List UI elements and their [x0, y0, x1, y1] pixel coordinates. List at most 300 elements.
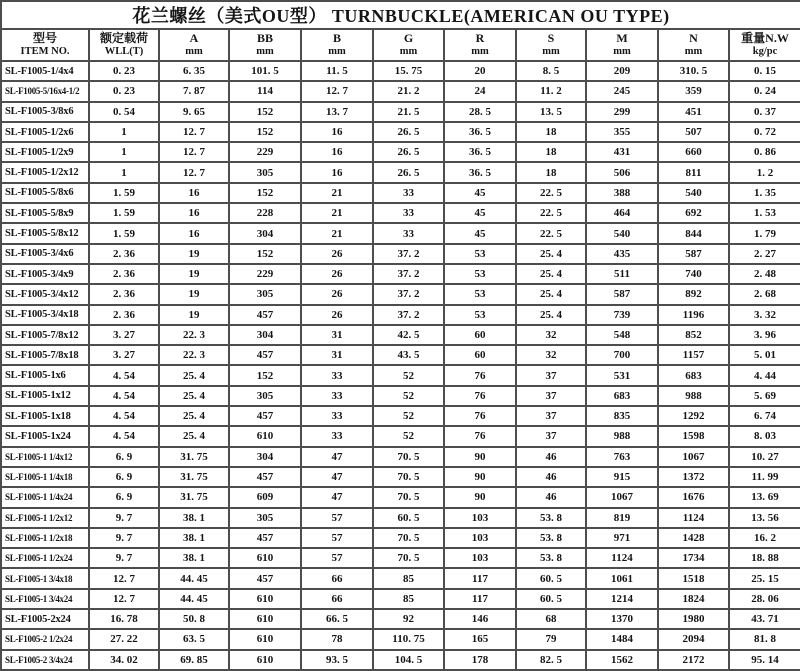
value-cell: 9. 7	[89, 528, 159, 548]
value-cell: 37	[516, 386, 586, 406]
value-cell: 60. 5	[516, 568, 586, 588]
value-cell: 21	[301, 223, 373, 243]
table-row	[1, 609, 800, 629]
column-header-line2: ITEM NO.	[20, 46, 70, 58]
table-row	[1, 447, 800, 467]
value-cell: 70. 5	[373, 447, 444, 467]
value-cell: 92	[373, 609, 444, 629]
item-no-cell: SL-F1005-1x18	[1, 406, 89, 426]
title-row	[1, 1, 800, 29]
table-row	[1, 386, 800, 406]
value-cell: 19	[159, 244, 229, 264]
value-cell: 33	[301, 386, 373, 406]
value-cell: 988	[658, 386, 729, 406]
value-cell: 1124	[586, 548, 658, 568]
value-cell: 37. 2	[373, 264, 444, 284]
table-row	[1, 284, 800, 304]
value-cell: 19	[159, 305, 229, 325]
value-cell: 146	[444, 609, 516, 629]
value-cell: 359	[658, 81, 729, 101]
value-cell: 18	[516, 122, 586, 142]
value-cell: 305	[229, 162, 301, 182]
value-cell: 763	[586, 447, 658, 467]
item-no-cell: SL-F1005-2 1/2x24	[1, 629, 89, 649]
value-cell: 20	[444, 61, 516, 81]
table-row	[1, 162, 800, 182]
item-no-cell: SL-F1005-1/2x6	[1, 122, 89, 142]
value-cell: 1. 79	[729, 223, 800, 243]
value-cell: 511	[586, 264, 658, 284]
value-cell: 76	[444, 426, 516, 446]
value-cell: 660	[658, 142, 729, 162]
value-cell: 0. 72	[729, 122, 800, 142]
value-cell: 52	[373, 426, 444, 446]
value-cell: 103	[444, 528, 516, 548]
value-cell: 57	[301, 528, 373, 548]
column-header-line2: WLL(T)	[104, 46, 144, 58]
item-no-cell: SL-F1005-5/16x4-1/2	[1, 81, 89, 101]
value-cell: 457	[229, 467, 301, 487]
value-cell: 18	[516, 162, 586, 182]
value-cell: 44. 45	[159, 568, 229, 588]
value-cell: 52	[373, 386, 444, 406]
column-header-line2: mm	[185, 46, 203, 58]
value-cell: 1824	[658, 589, 729, 609]
value-cell: 37	[516, 406, 586, 426]
value-cell: 683	[658, 365, 729, 385]
value-cell: 11. 99	[729, 467, 800, 487]
value-cell: 1598	[658, 426, 729, 446]
value-cell: 844	[658, 223, 729, 243]
column-header-4	[301, 29, 373, 61]
value-cell: 2. 36	[89, 284, 159, 304]
item-no-cell: SL-F1005-5/8x6	[1, 183, 89, 203]
value-cell: 37. 2	[373, 284, 444, 304]
item-no-cell: SL-F1005-1 1/2x12	[1, 508, 89, 528]
table-row	[1, 345, 800, 365]
value-cell: 0. 23	[89, 81, 159, 101]
value-cell: 50. 8	[159, 609, 229, 629]
column-header-line1: M	[616, 31, 628, 46]
table-row	[1, 568, 800, 588]
value-cell: 43. 71	[729, 609, 800, 629]
value-cell: 1124	[658, 508, 729, 528]
value-cell: 31	[301, 325, 373, 345]
column-header-line1: A	[189, 31, 199, 46]
table-row	[1, 183, 800, 203]
value-cell: 13. 69	[729, 487, 800, 507]
value-cell: 38. 1	[159, 548, 229, 568]
table-row	[1, 406, 800, 426]
table-row	[1, 629, 800, 649]
value-cell: 36. 5	[444, 142, 516, 162]
value-cell: 531	[586, 365, 658, 385]
item-no-cell: SL-F1005-5/8x9	[1, 203, 89, 223]
value-cell: 85	[373, 589, 444, 609]
value-cell: 1. 35	[729, 183, 800, 203]
value-cell: 18	[516, 142, 586, 162]
item-no-cell: SL-F1005-3/4x18	[1, 305, 89, 325]
column-header-6	[444, 29, 516, 61]
column-header-line2: mm	[471, 46, 489, 58]
value-cell: 70. 5	[373, 487, 444, 507]
value-cell: 1562	[586, 650, 658, 670]
table-row	[1, 508, 800, 528]
value-cell: 700	[586, 345, 658, 365]
table-row	[1, 650, 800, 670]
value-cell: 464	[586, 203, 658, 223]
value-cell: 103	[444, 548, 516, 568]
item-no-cell: SL-F1005-7/8x12	[1, 325, 89, 345]
item-no-cell: SL-F1005-1 1/4x18	[1, 467, 89, 487]
column-header-8	[586, 29, 658, 61]
value-cell: 209	[586, 61, 658, 81]
value-cell: 44. 45	[159, 589, 229, 609]
value-cell: 21	[301, 183, 373, 203]
value-cell: 1. 53	[729, 203, 800, 223]
value-cell: 0. 24	[729, 81, 800, 101]
value-cell: 1292	[658, 406, 729, 426]
value-cell: 22. 5	[516, 203, 586, 223]
item-no-cell: SL-F1005-3/8x6	[1, 102, 89, 122]
column-header-line1: BB	[256, 31, 273, 46]
item-no-cell: SL-F1005-1 3/4x18	[1, 568, 89, 588]
value-cell: 47	[301, 467, 373, 487]
value-cell: 2. 36	[89, 264, 159, 284]
value-cell: 6. 9	[89, 487, 159, 507]
column-header-2	[159, 29, 229, 61]
value-cell: 1067	[586, 487, 658, 507]
column-header-line2: mm	[399, 46, 418, 58]
value-cell: 2094	[658, 629, 729, 649]
value-cell: 9. 65	[159, 102, 229, 122]
value-cell: 2172	[658, 650, 729, 670]
value-cell: 33	[301, 426, 373, 446]
value-cell: 11. 5	[301, 61, 373, 81]
value-cell: 1372	[658, 467, 729, 487]
value-cell: 52	[373, 406, 444, 426]
item-no-cell: SL-F1005-1 1/2x18	[1, 528, 89, 548]
value-cell: 33	[373, 183, 444, 203]
value-cell: 304	[229, 223, 301, 243]
value-cell: 25. 4	[159, 386, 229, 406]
value-cell: 229	[229, 142, 301, 162]
table-row	[1, 589, 800, 609]
value-cell: 25. 15	[729, 568, 800, 588]
value-cell: 117	[444, 568, 516, 588]
value-cell: 609	[229, 487, 301, 507]
value-cell: 451	[658, 102, 729, 122]
value-cell: 78	[301, 629, 373, 649]
value-cell: 610	[229, 650, 301, 670]
column-header-line1: R	[475, 31, 485, 46]
table-row	[1, 203, 800, 223]
value-cell: 76	[444, 386, 516, 406]
value-cell: 11. 2	[516, 81, 586, 101]
value-cell: 5. 01	[729, 345, 800, 365]
table-row	[1, 487, 800, 507]
value-cell: 79	[516, 629, 586, 649]
value-cell: 587	[658, 244, 729, 264]
value-cell: 739	[586, 305, 658, 325]
value-cell: 305	[229, 386, 301, 406]
column-header-row	[1, 29, 800, 61]
value-cell: 915	[586, 467, 658, 487]
item-no-cell: SL-F1005-1 3/4x24	[1, 589, 89, 609]
value-cell: 16. 2	[729, 528, 800, 548]
value-cell: 25. 4	[159, 426, 229, 446]
value-cell: 52	[373, 365, 444, 385]
value-cell: 95. 14	[729, 650, 800, 670]
value-cell: 988	[586, 426, 658, 446]
value-cell: 587	[586, 284, 658, 304]
value-cell: 70. 5	[373, 528, 444, 548]
value-cell: 6. 9	[89, 467, 159, 487]
value-cell: 31. 75	[159, 487, 229, 507]
value-cell: 971	[586, 528, 658, 548]
value-cell: 31. 75	[159, 447, 229, 467]
item-no-cell: SL-F1005-1x24	[1, 426, 89, 446]
value-cell: 76	[444, 365, 516, 385]
value-cell: 12. 7	[301, 81, 373, 101]
value-cell: 1. 59	[89, 203, 159, 223]
value-cell: 19	[159, 264, 229, 284]
value-cell: 42. 5	[373, 325, 444, 345]
item-no-cell: SL-F1005-1 1/4x12	[1, 447, 89, 467]
value-cell: 12. 7	[89, 568, 159, 588]
value-cell: 152	[229, 122, 301, 142]
value-cell: 540	[658, 183, 729, 203]
value-cell: 178	[444, 650, 516, 670]
value-cell: 8. 5	[516, 61, 586, 81]
value-cell: 53. 8	[516, 548, 586, 568]
value-cell: 37	[516, 365, 586, 385]
value-cell: 13. 7	[301, 102, 373, 122]
value-cell: 57	[301, 508, 373, 528]
item-no-cell: SL-F1005-3/4x6	[1, 244, 89, 264]
value-cell: 388	[586, 183, 658, 203]
value-cell: 692	[658, 203, 729, 223]
column-header-line1: S	[547, 31, 555, 46]
column-header-line1: G	[403, 31, 414, 46]
value-cell: 1	[89, 142, 159, 162]
value-cell: 26. 5	[373, 142, 444, 162]
table-row	[1, 325, 800, 345]
table-row	[1, 365, 800, 385]
value-cell: 37. 2	[373, 244, 444, 264]
table-head	[1, 1, 800, 61]
value-cell: 60	[444, 325, 516, 345]
value-cell: 69. 85	[159, 650, 229, 670]
value-cell: 304	[229, 447, 301, 467]
value-cell: 152	[229, 183, 301, 203]
item-no-cell: SL-F1005-2 3/4x24	[1, 650, 89, 670]
value-cell: 457	[229, 406, 301, 426]
value-cell: 0. 54	[89, 102, 159, 122]
value-cell: 457	[229, 305, 301, 325]
value-cell: 435	[586, 244, 658, 264]
value-cell: 25. 4	[159, 406, 229, 426]
value-cell: 1	[89, 122, 159, 142]
value-cell: 6. 9	[89, 447, 159, 467]
value-cell: 0. 23	[89, 61, 159, 81]
value-cell: 1214	[586, 589, 658, 609]
value-cell: 38. 1	[159, 508, 229, 528]
item-no-cell: SL-F1005-7/8x18	[1, 345, 89, 365]
column-header-line1: 重量N.W	[741, 31, 789, 46]
value-cell: 93. 5	[301, 650, 373, 670]
value-cell: 22. 5	[516, 223, 586, 243]
value-cell: 66. 5	[301, 609, 373, 629]
value-cell: 16	[159, 223, 229, 243]
value-cell: 33	[301, 365, 373, 385]
value-cell: 683	[586, 386, 658, 406]
value-cell: 304	[229, 325, 301, 345]
value-cell: 70. 5	[373, 467, 444, 487]
column-header-0	[1, 29, 89, 61]
value-cell: 1676	[658, 487, 729, 507]
value-cell: 355	[586, 122, 658, 142]
value-cell: 114	[229, 81, 301, 101]
table-row	[1, 244, 800, 264]
value-cell: 70. 5	[373, 548, 444, 568]
column-header-line2: mm	[256, 46, 274, 58]
column-header-line2: kg/pc	[752, 46, 778, 58]
value-cell: 3. 96	[729, 325, 800, 345]
column-header-3	[229, 29, 301, 61]
value-cell: 28. 06	[729, 589, 800, 609]
table-row	[1, 122, 800, 142]
value-cell: 0. 37	[729, 102, 800, 122]
table-row	[1, 102, 800, 122]
value-cell: 26. 5	[373, 122, 444, 142]
item-no-cell: SL-F1005-5/8x12	[1, 223, 89, 243]
value-cell: 76	[444, 406, 516, 426]
value-cell: 152	[229, 365, 301, 385]
value-cell: 3. 32	[729, 305, 800, 325]
value-cell: 506	[586, 162, 658, 182]
column-header-7	[516, 29, 586, 61]
value-cell: 5. 69	[729, 386, 800, 406]
value-cell: 457	[229, 345, 301, 365]
value-cell: 16	[301, 142, 373, 162]
value-cell: 21. 5	[373, 102, 444, 122]
value-cell: 4. 44	[729, 365, 800, 385]
value-cell: 12. 7	[89, 589, 159, 609]
value-cell: 46	[516, 487, 586, 507]
value-cell: 53. 8	[516, 508, 586, 528]
column-header-line1: N	[689, 31, 698, 46]
value-cell: 60	[444, 345, 516, 365]
value-cell: 60. 5	[516, 589, 586, 609]
value-cell: 1. 2	[729, 162, 800, 182]
value-cell: 310. 5	[658, 61, 729, 81]
value-cell: 16	[159, 203, 229, 223]
value-cell: 25. 4	[516, 244, 586, 264]
column-header-line2: mm	[328, 46, 346, 58]
table-row	[1, 305, 800, 325]
value-cell: 82. 5	[516, 650, 586, 670]
table-row	[1, 467, 800, 487]
value-cell: 53. 8	[516, 528, 586, 548]
value-cell: 31. 75	[159, 467, 229, 487]
column-header-9	[658, 29, 729, 61]
value-cell: 1518	[658, 568, 729, 588]
value-cell: 33	[373, 223, 444, 243]
value-cell: 37. 2	[373, 305, 444, 325]
value-cell: 101. 5	[229, 61, 301, 81]
value-cell: 32	[516, 345, 586, 365]
value-cell: 31	[301, 345, 373, 365]
value-cell: 4. 54	[89, 365, 159, 385]
value-cell: 7. 87	[159, 81, 229, 101]
item-no-cell: SL-F1005-1/2x9	[1, 142, 89, 162]
value-cell: 1196	[658, 305, 729, 325]
value-cell: 1428	[658, 528, 729, 548]
value-cell: 45	[444, 183, 516, 203]
value-cell: 18. 88	[729, 548, 800, 568]
value-cell: 34. 02	[89, 650, 159, 670]
value-cell: 1. 59	[89, 223, 159, 243]
value-cell: 152	[229, 244, 301, 264]
value-cell: 16	[301, 162, 373, 182]
value-cell: 1067	[658, 447, 729, 467]
value-cell: 19	[159, 284, 229, 304]
table-row	[1, 426, 800, 446]
value-cell: 81. 8	[729, 629, 800, 649]
value-cell: 2. 48	[729, 264, 800, 284]
value-cell: 21	[301, 203, 373, 223]
value-cell: 4. 54	[89, 426, 159, 446]
table-row	[1, 264, 800, 284]
value-cell: 68	[516, 609, 586, 629]
column-header-10	[729, 29, 800, 61]
column-header-line2: mm	[684, 46, 703, 58]
value-cell: 8. 03	[729, 426, 800, 446]
column-header-line1: 型号	[32, 31, 57, 46]
value-cell: 21. 2	[373, 81, 444, 101]
value-cell: 152	[229, 102, 301, 122]
table-row	[1, 223, 800, 243]
value-cell: 15. 75	[373, 61, 444, 81]
value-cell: 33	[301, 406, 373, 426]
value-cell: 9. 7	[89, 548, 159, 568]
item-no-cell: SL-F1005-1/4x4	[1, 61, 89, 81]
value-cell: 0. 86	[729, 142, 800, 162]
value-cell: 610	[229, 589, 301, 609]
value-cell: 66	[301, 568, 373, 588]
value-cell: 104. 5	[373, 650, 444, 670]
value-cell: 53	[444, 244, 516, 264]
value-cell: 46	[516, 447, 586, 467]
value-cell: 9. 7	[89, 508, 159, 528]
value-cell: 165	[444, 629, 516, 649]
value-cell: 1484	[586, 629, 658, 649]
item-no-cell: SL-F1005-2x24	[1, 609, 89, 629]
column-header-1	[89, 29, 159, 61]
value-cell: 13. 5	[516, 102, 586, 122]
value-cell: 299	[586, 102, 658, 122]
value-cell: 103	[444, 508, 516, 528]
table-row	[1, 61, 800, 81]
page-title: 花兰螺丝（美式OU型） TURNBUCKLE(AMERICAN OU TYPE)	[1, 1, 800, 29]
value-cell: 90	[444, 467, 516, 487]
value-cell: 26	[301, 284, 373, 304]
value-cell: 229	[229, 264, 301, 284]
item-no-cell: SL-F1005-1/2x12	[1, 162, 89, 182]
value-cell: 610	[229, 609, 301, 629]
value-cell: 28. 5	[444, 102, 516, 122]
